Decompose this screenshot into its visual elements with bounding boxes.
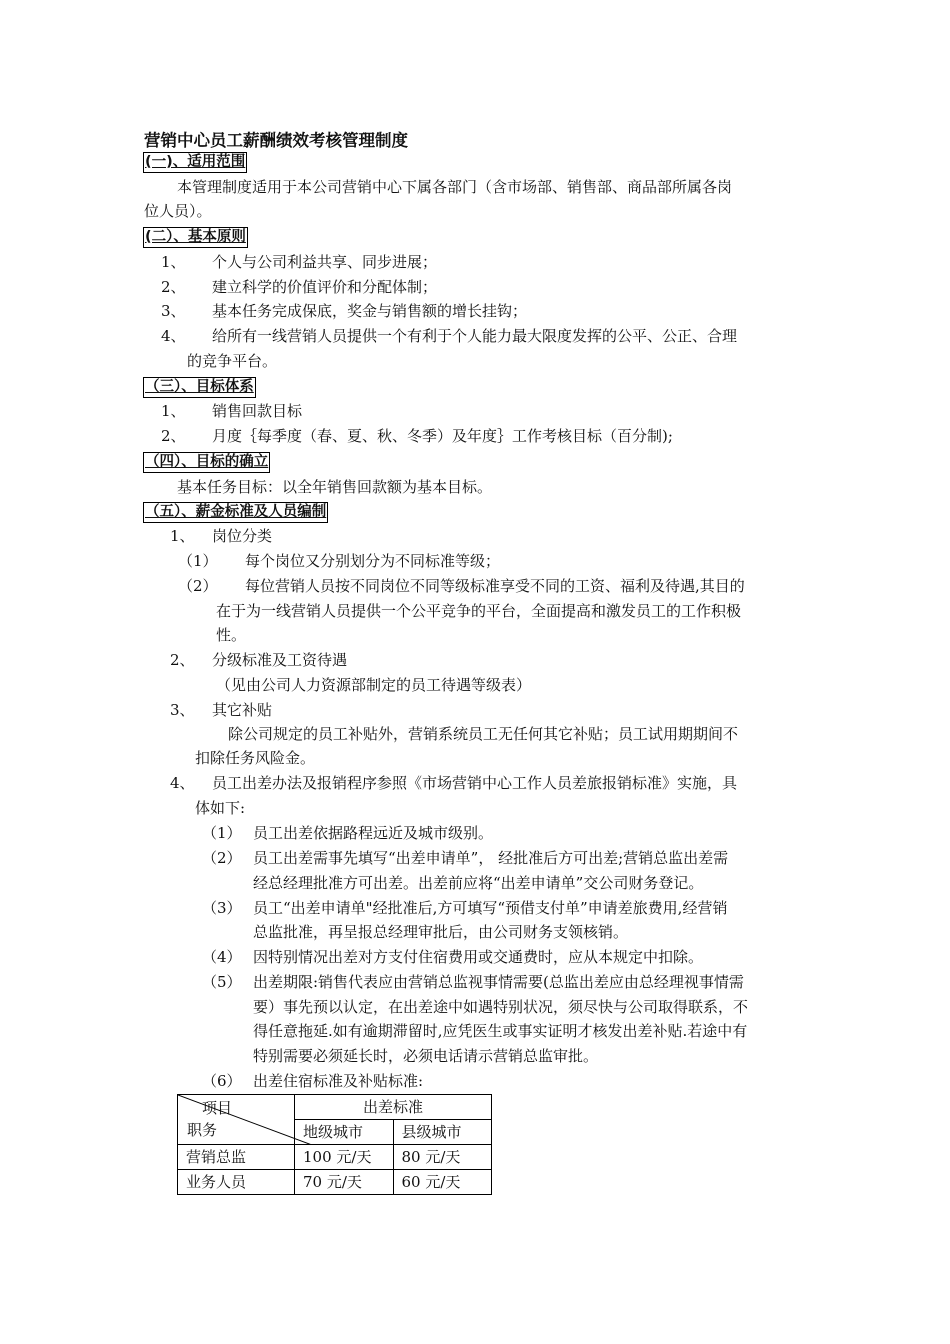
travel-rule-1-number: （1） <box>202 824 242 842</box>
table-cell-county-rate: 80 元/天 <box>393 1145 492 1170</box>
travel-rule-5-line-3: 得任意拖延.如有逾期滞留时,应凭医生或事实证明才核发出差补贴.若途中有 <box>253 1022 748 1040</box>
section-heading-goal: （四）、目标的确立 <box>143 452 270 473</box>
table-cell-county-rate: 60 元/天 <box>393 1170 492 1195</box>
salary-item-1-2-continuation-2: 性。 <box>216 626 247 644</box>
travel-rule-6-number: （6） <box>202 1072 242 1090</box>
table-row <box>178 1170 492 1195</box>
goal-text: 基本任务目标：以全年销售回款额为基本目标。 <box>177 478 493 496</box>
salary-item-1-2-number: （2） <box>178 577 218 595</box>
principle-1-text: 个人与公司利益共享、同步进展； <box>212 253 438 271</box>
target-1-number: 1、 <box>161 402 186 420</box>
travel-rule-6-text: 出差住宿标准及补贴标准: <box>253 1072 424 1090</box>
salary-item-2-note: （见由公司人力资源部制定的员工待遇等级表） <box>216 676 532 694</box>
principle-3-text: 基本任务完成保底，奖金与销售额的增长挂钩； <box>212 302 528 320</box>
principle-4-continuation: 的竞争平台。 <box>187 352 278 370</box>
salary-item-1-2-continuation-1: 在于为一线营销人员提供一个公平竞争的平台，全面提高和激发员工的工作积极 <box>216 602 742 620</box>
table-group-header: 出差标准 <box>295 1095 492 1120</box>
section-heading-targets: （三）、目标体系 <box>143 377 256 398</box>
travel-rule-2-number: （2） <box>202 849 242 867</box>
table-cell-prefecture-rate: 70 元/天 <box>295 1170 394 1195</box>
salary-item-1-number: 1、 <box>170 527 195 545</box>
travel-rule-2-line-1: 员工出差需事先填写“出差申请单”， 经批准后方可出差;营销总监出差需 <box>253 849 729 867</box>
principle-4-number: 4、 <box>161 327 186 345</box>
table-cell-prefecture-rate: 100 元/天 <box>295 1145 394 1170</box>
corner-label-item: 项目 <box>201 1099 232 1117</box>
salary-item-1-1-number: （1） <box>178 552 218 570</box>
principle-1-number: 1、 <box>161 253 186 271</box>
travel-rule-3-line-2: 总监批准，再呈报总经理审批后，由公司财务支领核销。 <box>253 923 629 941</box>
travel-rule-5-line-1: 出差期限:销售代表应由营销总监视事情需要(总监出差应由总经理视事情需 <box>253 973 744 991</box>
corner-label-role: 职务 <box>187 1121 218 1139</box>
target-2-number: 2、 <box>161 427 186 445</box>
scope-text-line-2: 位人员）。 <box>144 202 212 220</box>
travel-rule-3-line-1: 员工“出差申请单"经批准后,方可填写“预借支付单”申请差旅费用,经营销 <box>253 899 728 917</box>
salary-item-4-text: 员工出差办法及报销程序参照《市场营销中心工作人员差旅报销标准》实施，具 <box>212 774 738 792</box>
principle-2-number: 2、 <box>161 278 186 296</box>
table-header-row <box>178 1095 492 1120</box>
salary-item-2-number: 2、 <box>170 651 195 669</box>
travel-rule-1-text: 员工出差依据路程远近及城市级别。 <box>253 824 494 842</box>
table-cell-role: 业务人员 <box>178 1170 295 1195</box>
salary-item-3-number: 3、 <box>170 701 195 719</box>
salary-item-1-2-text: 每位营销人员按不同岗位不同等级标准享受不同的工资、福利及待遇,其目的 <box>245 577 745 595</box>
travel-rule-5-line-2: 要）事先预以认定，在出差途中如遇特别状况，须尽快与公司取得联系，不 <box>253 998 749 1016</box>
salary-item-3-line-2: 扣除任务风险金。 <box>195 749 316 767</box>
travel-rule-5-number: （5） <box>202 973 242 991</box>
table-col-prefecture-city: 地级城市 <box>295 1120 394 1145</box>
scope-text-line-1: 本管理制度适用于本公司营销中心下属各部门（含市场部、销售部、商品部所属各岗 <box>177 178 733 196</box>
travel-rule-3-number: （3） <box>202 899 242 917</box>
table-row <box>178 1145 492 1170</box>
principle-4-text: 给所有一线营销人员提供一个有利于个人能力最大限度发挥的公平、公正、合理 <box>212 327 738 345</box>
salary-item-3-line-1: 除公司规定的员工补贴外，营销系统员工无任何其它补贴；员工试用期期间不 <box>228 725 739 743</box>
salary-item-4-number: 4、 <box>170 774 195 792</box>
salary-item-4-continuation: 体如下: <box>195 799 246 817</box>
target-1-text: 销售回款目标 <box>212 402 303 420</box>
section-heading-scope: (一)、适用范围 <box>143 152 247 173</box>
salary-item-1-text: 岗位分类 <box>212 527 273 545</box>
section-heading-salary: （五）、薪金标准及人员编制 <box>143 502 328 523</box>
table-col-county-city: 县级城市 <box>393 1120 492 1145</box>
salary-item-2-text: 分级标准及工资待遇 <box>212 651 348 669</box>
section-heading-principles: (二）、基本原则 <box>143 227 248 248</box>
document-title: 营销中心员工薪酬绩效考核管理制度 <box>144 131 408 150</box>
principle-3-number: 3、 <box>161 302 186 320</box>
target-2-text: 月度｛每季度（春、夏、秋、冬季）及年度｝工作考核目标（百分制); <box>212 427 673 445</box>
travel-allowance-table <box>177 1094 492 1195</box>
travel-rule-4-text: 因特别情况出差对方支付住宿费用或交通费时，应从本规定中扣除。 <box>253 948 704 966</box>
salary-item-3-text: 其它补贴 <box>212 701 273 719</box>
travel-rule-2-line-2: 经总经理批准方可出差。出差前应将“出差申请单”交公司财务登记。 <box>253 874 704 892</box>
travel-rule-4-number: （4） <box>202 948 242 966</box>
table-cell-role: 营销总监 <box>178 1145 295 1170</box>
travel-rule-5-line-4: 特别需要必须延长时，必须电话请示营销总监审批。 <box>253 1047 599 1065</box>
principle-2-text: 建立科学的价值评价和分配体制； <box>212 278 438 296</box>
table-corner-cell <box>178 1095 295 1145</box>
salary-item-1-1-text: 每个岗位又分别划分为不同标准等级； <box>245 552 501 570</box>
